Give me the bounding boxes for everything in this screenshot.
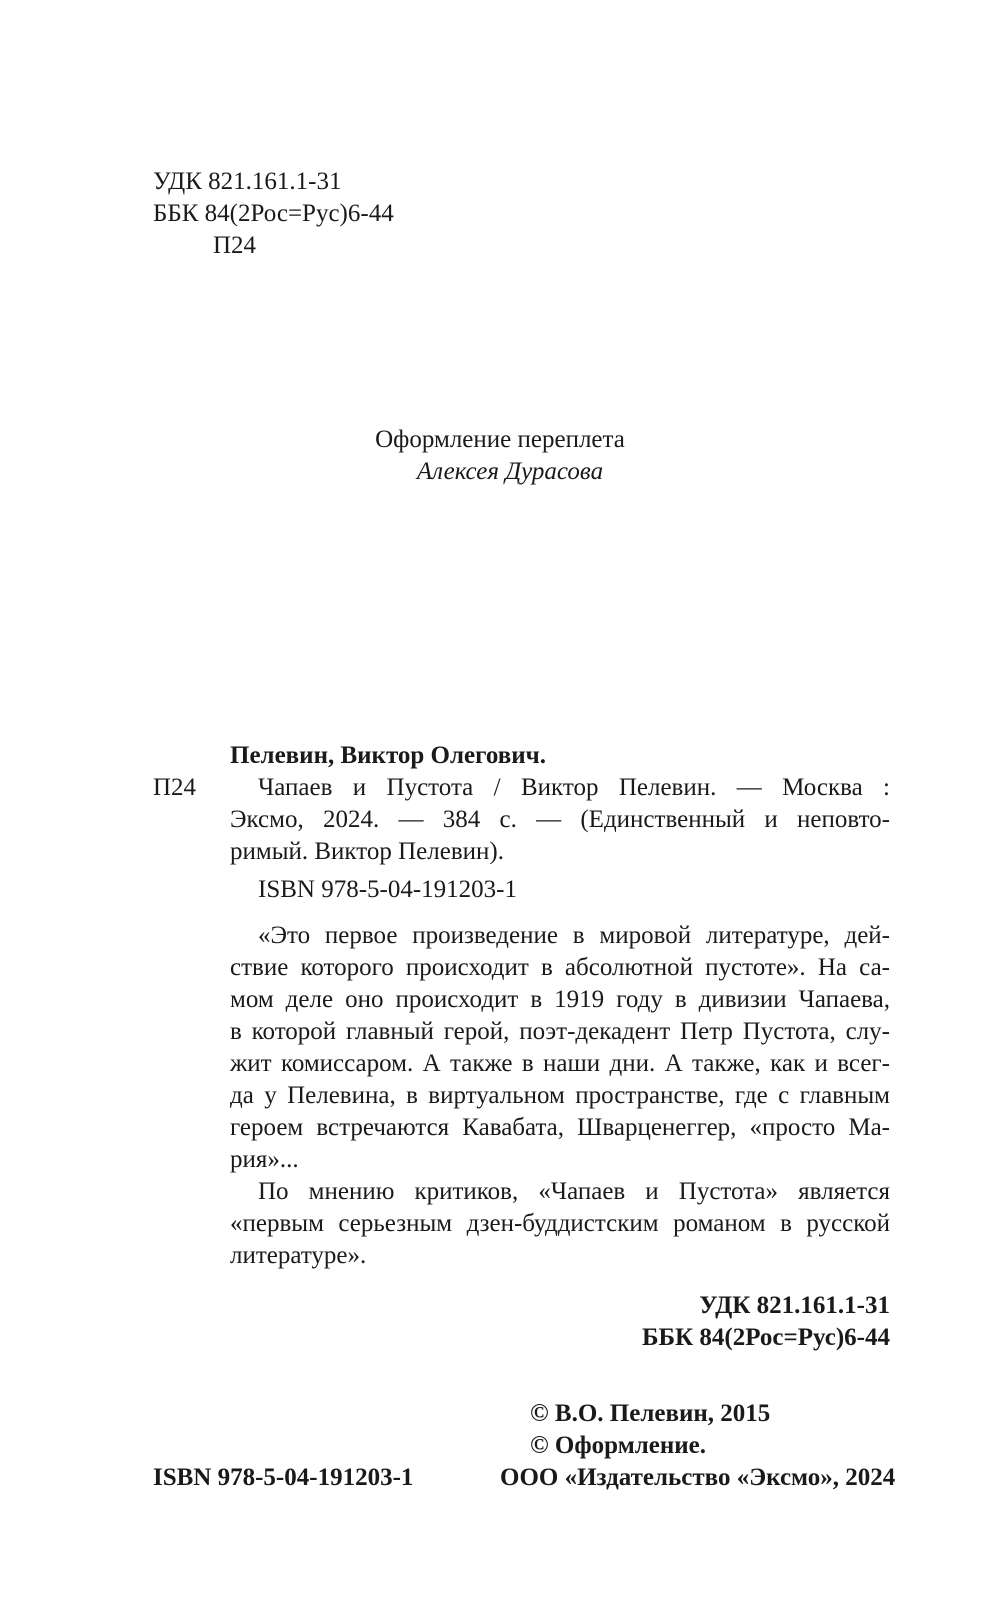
annotation-line-10: «первым серьезным дзен-буддистским романом в русской [230, 1210, 890, 1237]
publisher: ООО «Издательство «Эксмо», 2024 [500, 1464, 896, 1491]
catalog-author: Пелевин, Виктор Олегович. [230, 742, 546, 769]
annotation-line-9: По мнению критиков, «Чапаев и Пустота» является [258, 1178, 890, 1205]
bib-line-2: Эксмо, 2024. — 384 с. — (Единственный и неповто- [230, 806, 890, 833]
catalog-isbn: ISBN 978-5-04-191203-1 [258, 876, 518, 903]
catalog-udk: УДК 821.161.1-31 [699, 1292, 890, 1319]
author-mark: П24 [213, 232, 257, 259]
annotation-line-5: жит комиссаром. А также в наши дни. А также, как и всег- [230, 1050, 890, 1077]
annotation-line-11: литературе». [230, 1242, 367, 1269]
annotation-line-7: героем встречаются Кавабата, Шварценеггер, «просто Ма- [230, 1114, 890, 1141]
copyright-author: © В.О. Пелевин, 2015 [530, 1400, 771, 1427]
catalog-bbk: ББК 84(2Рос=Рус)6-44 [642, 1324, 890, 1351]
catalog-mark: П24 [153, 774, 197, 801]
bib-line-1: Чапаев и Пустота / Виктор Пелевин. — Москва : [258, 774, 890, 801]
design-credit-name: Алексея Дурасова [416, 458, 604, 485]
bib-line-3: римый. Виктор Пелевин). [230, 838, 504, 865]
bbk-code: ББК 84(2Рос=Рус)6-44 [153, 200, 394, 227]
udk-code: УДК 821.161.1-31 [153, 168, 342, 195]
footer-isbn: ISBN 978-5-04-191203-1 [153, 1464, 414, 1491]
design-credit-title: Оформление переплета [375, 426, 625, 453]
annotation-line-2: ствие которого происходит в абсолютной пустоте». На са- [230, 954, 890, 981]
copyright-design: © Оформление. [530, 1432, 707, 1459]
annotation-line-4: в которой главный герой, поэт-декадент Петр Пустота, слу- [230, 1018, 890, 1045]
annotation-line-3: мом деле оно происходит в 1919 году в дивизии Чапаева, [230, 986, 890, 1013]
annotation-line-8: рия»... [230, 1146, 299, 1173]
annotation-line-6: да у Пелевина, в виртуальном пространстве, где с главным [230, 1082, 890, 1109]
annotation-line-1: «Это первое произведение в мировой литературе, дей- [258, 922, 890, 949]
